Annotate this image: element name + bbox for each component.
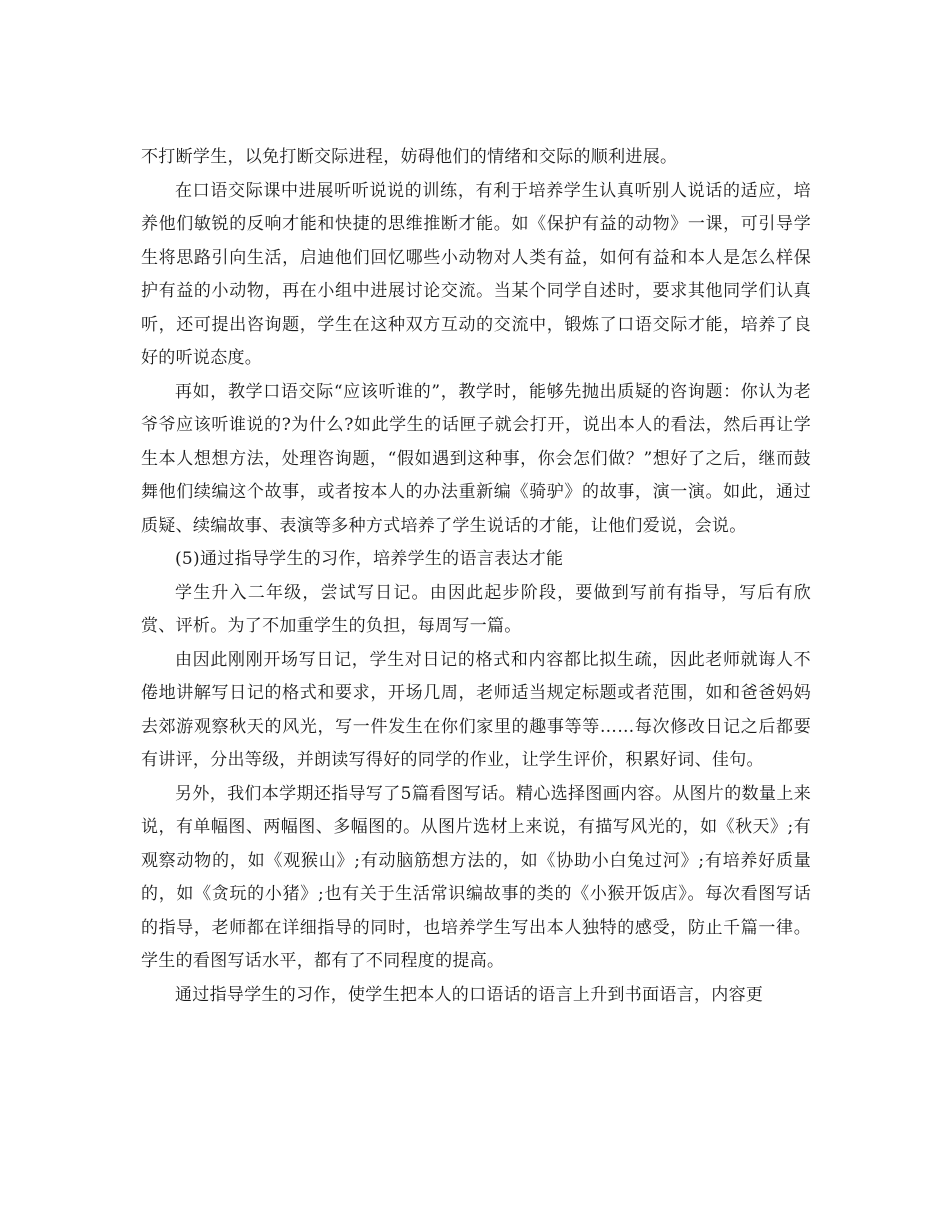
paragraph: 另外，我们本学期还指导写了5篇看图写话。精心选择图画内容。从图片的数量上来说，有单幅图、两幅图、多幅图的。从图片选材上来说，有描写风光的，如《秋天》;有观察动物的，如《观猴山》;有动脑筋想方法的，如《协助小白兔过河》;有培养好质量的，如《贪玩的小猪》;也有关于生活常识编故事的类的《小猴开饭店》。每次看图写话的指导，老师都在详细指导的同时，也培养学生写出本人独特的感受，防止千篇一律。学生的看图写话水平，都有了不同程度的提高。 <box>141 783 811 971</box>
paragraph: 通过指导学生的习作，使学生把本人的口语话的语言上升到书面语言，内容更 <box>175 984 764 1005</box>
paragraph: 不打断学生，以免打断交际进程，妨碍他们的情绪和交际的顺利进展。 <box>141 147 678 167</box>
paragraph: 由因此刚刚开场写日记，学生对日记的格式和内容都比拟生疏，因此老师就诲人不倦地讲解写日记的格式和要求，开场几周，老师适当规定标题或者范围，如和爸爸妈妈去郊游观察秋天的风光，写一件发生在你们家里的趣事等等……每次修改日记之后都要有讲评，分出等级，并朗读写得好的同学的作业，让学生评价，积累好词、佳句。 <box>141 649 811 770</box>
paragraph: 再如，教学口语交际“应该听谁的”，教学时，能够先抛出质疑的咨询题：你认为老爷爷应该听谁说的?为什么?如此学生的话匣子就会打开，说出本人的看法，然后再让学生本人想想方法，处理咨询题，“假如遇到这种事，你会怎们做？”想好了之后，继而鼓舞他们续编这个故事，或者按本人的办法重新编《骑驴》的故事，演一演。如此，通过质疑、续编故事、表演等多种方式培养了学生说话的才能，让他们爱说，会说。 <box>141 381 811 536</box>
section-heading: (5)通过指导学生的习作，培养学生的语言表达才能 <box>175 549 564 569</box>
paragraph: 学生升入二年级，尝试写日记。由因此起步阶段，要做到写前有指导，写后有欣赏、评析。为了不加重学生的负担，每周写一篇。 <box>141 582 811 636</box>
body-text <box>141 141 811 1012</box>
paragraph: 在口语交际课中进展听听说说的训练，有利于培养学生认真听别人说话的适应，培养他们敏锐的反响才能和快捷的思维推断才能。如《保护有益的动物》一课，可引导学生将思路引向生活，启迪他们回忆哪些小动物对人类有益，如何有益和本人是怎么样保护有益的小动物，再在小组中进展讨论交流。当某个同学自述时，要求其他同学们认真听，还可提出咨询题，学生在这种双方互动的交流中，锻炼了口语交际才能，培养了良好的听说态度。 <box>141 180 811 368</box>
